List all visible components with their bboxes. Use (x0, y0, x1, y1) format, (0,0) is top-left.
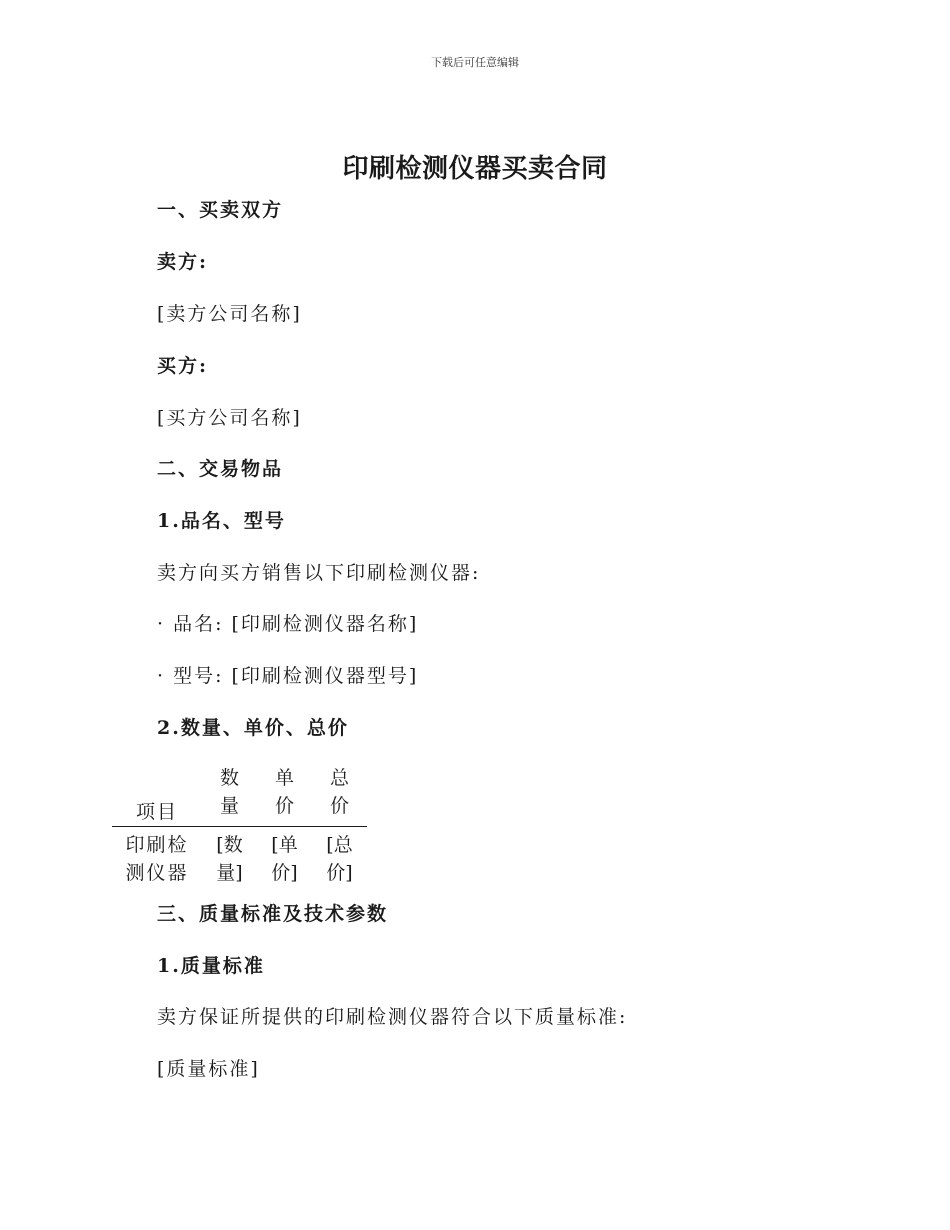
page-header-note: 下载后可任意编辑 (431, 56, 519, 69)
table-header-quantity: 数量 (219, 767, 239, 817)
item-name-bullet: · 品名: [印刷检测仪器名称] (157, 613, 419, 635)
table-header-item: 项目 (135, 801, 178, 823)
section-2-1-intro: 卖方向买方销售以下印刷检测仪器: (157, 562, 481, 584)
document-title: 印刷检测仪器买卖合同 (342, 154, 608, 184)
buyer-label: 买方: (157, 355, 209, 377)
seller-value: [卖方公司名称] (157, 303, 302, 325)
section-3-1-text: 卖方保证所提供的印刷检测仪器符合以下质量标准: (157, 1006, 628, 1028)
section-3-heading: 三、质量标准及技术参数 (157, 903, 389, 925)
section-2-2-heading: 2.数量、单价、总价 (157, 717, 349, 739)
table-cell-quantity: [数量] (216, 834, 243, 884)
section-2-1-heading: 1.品名、型号 (157, 510, 286, 532)
item-model-bullet: · 型号: [印刷检测仪器型号] (157, 665, 419, 687)
table-cell-unit-price: [单价] (271, 834, 298, 884)
table-header-total-price: 总价 (329, 767, 349, 817)
price-table (112, 764, 367, 887)
section-3-1-heading: 1.质量标准 (157, 955, 265, 977)
table-header-unit-price: 单价 (274, 767, 294, 817)
buyer-value: [买方公司名称] (157, 407, 302, 429)
table-cell-total-price: [总价] (326, 834, 353, 884)
seller-label: 卖方: (157, 251, 209, 273)
section-2-heading: 二、交易物品 (157, 458, 284, 480)
price-table-header (112, 764, 367, 827)
table-cell-item: 印刷检测仪器 (125, 834, 189, 884)
quality-standard-value: [质量标准] (157, 1058, 260, 1080)
table-row (112, 827, 367, 887)
section-1-heading: 一、买卖双方 (157, 199, 284, 221)
